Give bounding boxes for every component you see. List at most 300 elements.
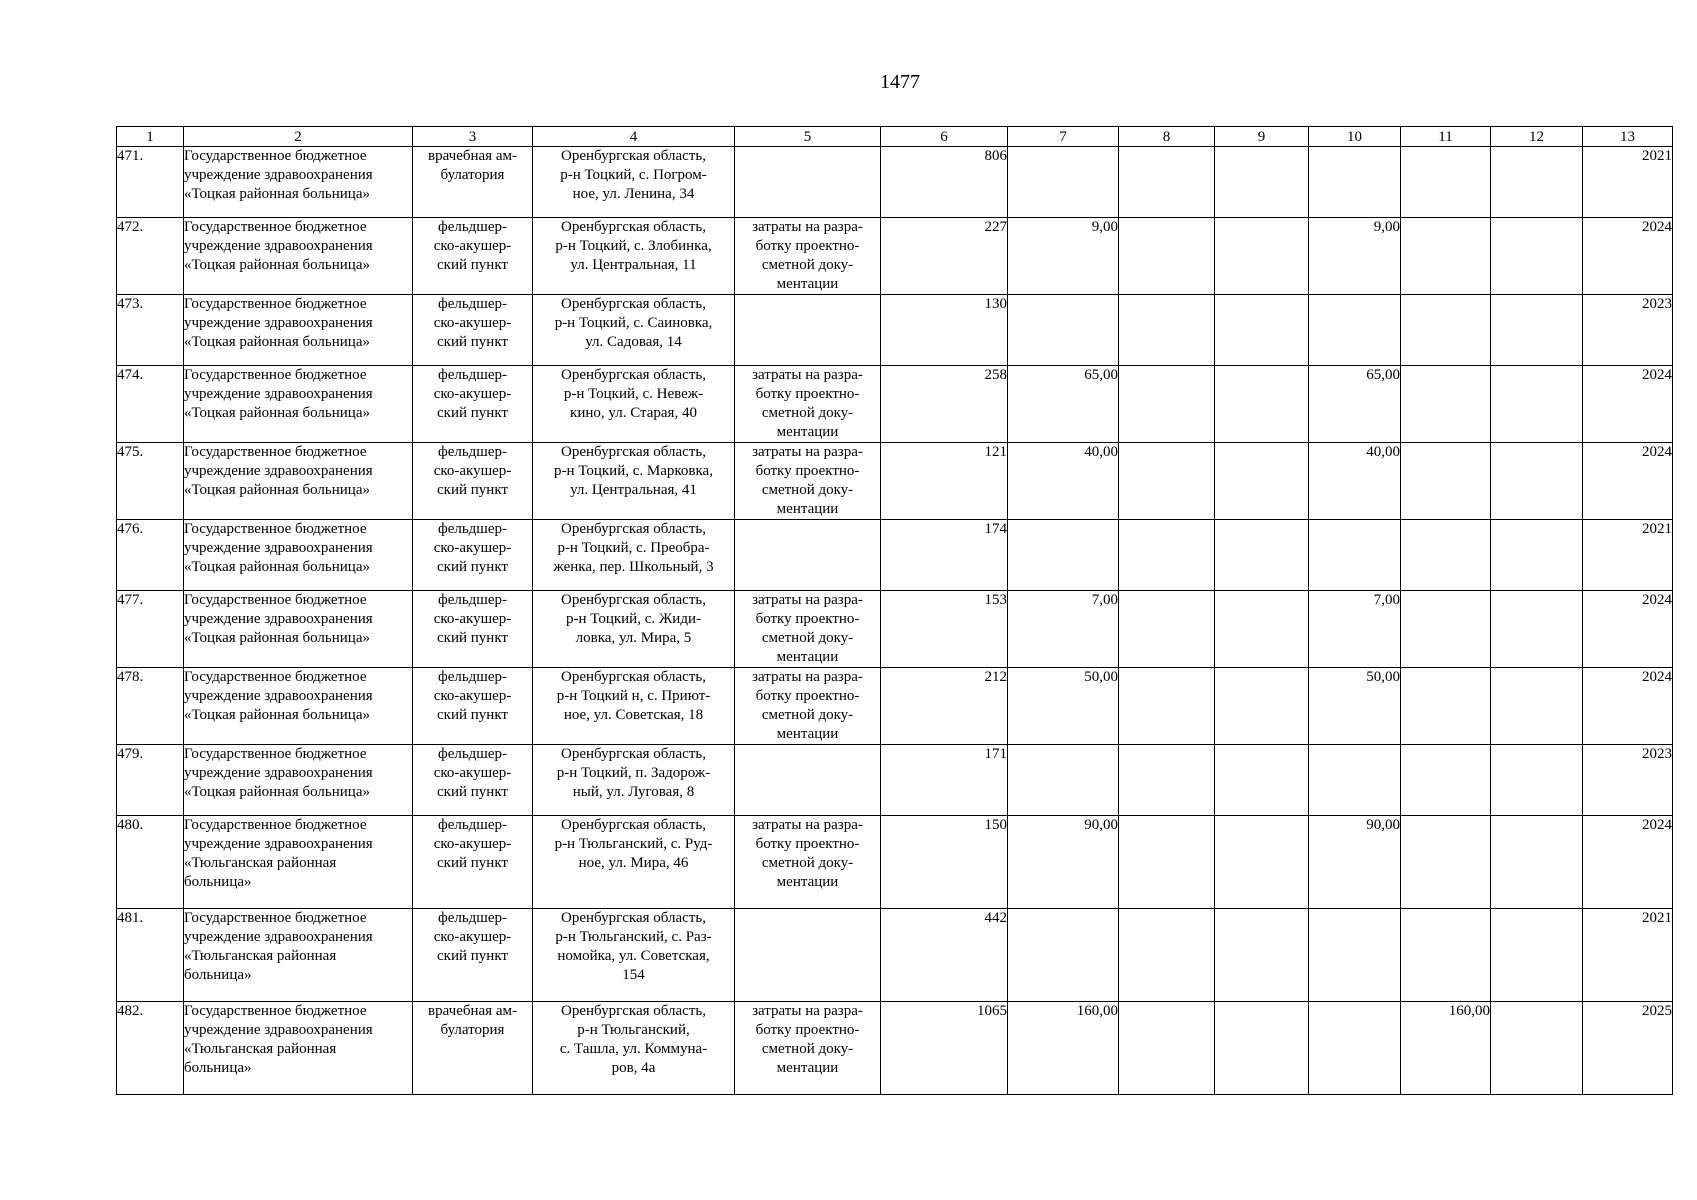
facility-address-line: ное, ул. Советская, 18: [563, 707, 704, 723]
facility-type: [413, 520, 533, 591]
value-cell-c7: [1008, 295, 1119, 366]
cost-note-line: затраты на разра-: [752, 219, 863, 235]
value-cell-c12: [1491, 520, 1583, 591]
organization-name-line: Государственное бюджетное: [184, 521, 367, 537]
facility-type-line: фельдшер-: [437, 367, 508, 383]
facility-type: [413, 591, 533, 668]
facility-type-line: ский пункт: [437, 482, 508, 498]
year-cell: 2021: [1583, 520, 1673, 591]
row-number: 481.: [117, 909, 184, 1002]
facility-address-line: ный, ул. Луговая, 8: [572, 784, 695, 800]
table-row: [117, 366, 1673, 443]
value-cell-c8: [1119, 218, 1215, 295]
value-cell-c6: 153: [881, 591, 1008, 668]
value-cell-c7: [1008, 909, 1119, 1002]
value-cell-c12: [1491, 443, 1583, 520]
row-number: 472.: [117, 218, 184, 295]
year-cell: 2024: [1583, 668, 1673, 745]
facility-address-line: р-н Тюльганский, с. Руд-: [554, 836, 713, 852]
value-cell-c8: [1119, 591, 1215, 668]
facility-address: [533, 366, 735, 443]
facility-type-line: ско-акушер-: [433, 386, 512, 402]
cost-note: [735, 366, 881, 443]
cost-note-line: ботку проектно-: [755, 1022, 860, 1038]
registry-body: [117, 147, 1673, 1095]
value-cell-c10: 65,00: [1309, 366, 1401, 443]
value-cell-c9: [1215, 366, 1309, 443]
value-cell-c9: [1215, 295, 1309, 366]
facility-address: [533, 218, 735, 295]
value-cell-c11: [1401, 147, 1491, 218]
row-number: 476.: [117, 520, 184, 591]
organization-name: [184, 668, 413, 745]
value-cell-c6: 130: [881, 295, 1008, 366]
organization-name-line: больница»: [184, 967, 252, 983]
value-cell-c11: [1401, 218, 1491, 295]
cost-note-line: ментации: [776, 424, 839, 440]
facility-address: [533, 443, 735, 520]
table-row: [117, 295, 1673, 366]
value-cell-c8: [1119, 909, 1215, 1002]
facility-address-line: ное, ул. Мира, 46: [578, 855, 689, 871]
cost-note: [735, 218, 881, 295]
facility-address-line: Оренбургская область,: [561, 746, 706, 762]
registry-table: [116, 126, 1673, 1095]
column-header: 8: [1119, 127, 1215, 147]
cost-note-line: затраты на разра-: [752, 1003, 863, 1019]
organization-name: [184, 745, 413, 816]
row-number: 475.: [117, 443, 184, 520]
organization-name-line: Государственное бюджетное: [184, 1003, 367, 1019]
facility-address-line: р-н Тоцкий, с. Жиди-: [566, 611, 701, 627]
value-cell-c10: 40,00: [1309, 443, 1401, 520]
organization-name-line: учреждение здравоохранения: [184, 386, 373, 402]
facility-type-line: ский пункт: [437, 784, 508, 800]
organization-name: [184, 295, 413, 366]
value-cell-c7: 7,00: [1008, 591, 1119, 668]
facility-address-line: ловка, ул. Мира, 5: [575, 630, 692, 646]
cost-note-line: сметной доку-: [761, 630, 854, 646]
organization-name-line: «Тоцкая районная больница»: [184, 257, 370, 273]
facility-address-line: Оренбургская область,: [561, 367, 706, 383]
column-header: 11: [1401, 127, 1491, 147]
facility-type: [413, 909, 533, 1002]
organization-name-line: Государственное бюджетное: [184, 669, 367, 685]
facility-address-line: р-н Тоцкий, с. Марковка,: [554, 463, 713, 479]
facility-address-line: Оренбургская область,: [561, 817, 706, 833]
organization-name-line: больница»: [184, 1060, 252, 1076]
value-cell-c6: 121: [881, 443, 1008, 520]
value-cell-c9: [1215, 520, 1309, 591]
facility-address: [533, 295, 735, 366]
year-cell: 2024: [1583, 443, 1673, 520]
organization-name-line: учреждение здравоохранения: [184, 1022, 373, 1038]
cost-note-line: сметной доку-: [761, 405, 854, 421]
cost-note-line: ментации: [776, 1060, 839, 1076]
organization-name-line: учреждение здравоохранения: [184, 765, 373, 781]
value-cell-c10: [1309, 909, 1401, 1002]
value-cell-c6: 212: [881, 668, 1008, 745]
organization-name: [184, 443, 413, 520]
cost-note-line: ботку проектно-: [755, 836, 860, 852]
value-cell-c9: [1215, 443, 1309, 520]
column-header: 3: [413, 127, 533, 147]
facility-type: [413, 443, 533, 520]
cost-note-line: сметной доку-: [761, 257, 854, 273]
organization-name-line: Государственное бюджетное: [184, 219, 367, 235]
facility-type-line: фельдшер-: [437, 910, 508, 926]
organization-name-line: учреждение здравоохранения: [184, 238, 373, 254]
cost-note-line: ботку проектно-: [755, 386, 860, 402]
value-cell-c8: [1119, 520, 1215, 591]
facility-type: [413, 745, 533, 816]
cost-note-line: затраты на разра-: [752, 592, 863, 608]
organization-name: [184, 366, 413, 443]
table-row: [117, 745, 1673, 816]
value-cell-c6: 258: [881, 366, 1008, 443]
facility-type-line: ско-акушер-: [433, 315, 512, 331]
value-cell-c10: [1309, 147, 1401, 218]
cost-note: [735, 909, 881, 1002]
facility-type-line: фельдшер-: [437, 746, 508, 762]
value-cell-c8: [1119, 295, 1215, 366]
value-cell-c9: [1215, 745, 1309, 816]
facility-type-line: ско-акушер-: [433, 463, 512, 479]
cost-note-line: ботку проектно-: [755, 463, 860, 479]
organization-name-line: «Тоцкая районная больница»: [184, 784, 370, 800]
value-cell-c8: [1119, 366, 1215, 443]
value-cell-c10: 90,00: [1309, 816, 1401, 909]
facility-address-line: р-н Тоцкий, с. Злобинка,: [555, 238, 712, 254]
facility-address: [533, 816, 735, 909]
row-number: 482.: [117, 1002, 184, 1095]
facility-address-line: р-н Тоцкий, с. Преобра-: [557, 540, 710, 556]
cost-note: [735, 443, 881, 520]
value-cell-c12: [1491, 816, 1583, 909]
cost-note-line: ментации: [776, 276, 839, 292]
cost-note: [735, 816, 881, 909]
column-header: 5: [735, 127, 881, 147]
cost-note-line: затраты на разра-: [752, 367, 863, 383]
facility-address: [533, 745, 735, 816]
facility-address: [533, 591, 735, 668]
value-cell-c10: 9,00: [1309, 218, 1401, 295]
organization-name-line: учреждение здравоохранения: [184, 167, 373, 183]
value-cell-c9: [1215, 147, 1309, 218]
organization-name-line: «Тоцкая районная больница»: [184, 405, 370, 421]
organization-name-line: учреждение здравоохранения: [184, 611, 373, 627]
facility-type-line: фельдшер-: [437, 444, 508, 460]
value-cell-c6: 171: [881, 745, 1008, 816]
facility-type-line: ско-акушер-: [433, 688, 512, 704]
value-cell-c6: 174: [881, 520, 1008, 591]
organization-name-line: «Тоцкая районная больница»: [184, 707, 370, 723]
table-row: [117, 591, 1673, 668]
value-cell-c11: [1401, 745, 1491, 816]
cost-note: [735, 591, 881, 668]
organization-name-line: Государственное бюджетное: [184, 296, 367, 312]
facility-type-line: ский пункт: [437, 707, 508, 723]
cost-note-line: ботку проектно-: [755, 688, 860, 704]
organization-name-line: «Тоцкая районная больница»: [184, 482, 370, 498]
facility-address-line: ное, ул. Ленина, 34: [572, 186, 695, 202]
row-number: 477.: [117, 591, 184, 668]
value-cell-c6: 442: [881, 909, 1008, 1002]
facility-address-line: 154: [622, 967, 645, 983]
organization-name: [184, 520, 413, 591]
organization-name-line: учреждение здравоохранения: [184, 688, 373, 704]
column-header: 7: [1008, 127, 1119, 147]
facility-type: [413, 218, 533, 295]
table-row: [117, 218, 1673, 295]
table-row: [117, 816, 1673, 909]
row-number: 473.: [117, 295, 184, 366]
year-cell: 2024: [1583, 218, 1673, 295]
value-cell-c9: [1215, 668, 1309, 745]
column-header: 6: [881, 127, 1008, 147]
cost-note-line: сметной доку-: [761, 855, 854, 871]
facility-type-line: фельдшер-: [437, 669, 508, 685]
facility-address-line: р-н Тоцкий, с. Саиновка,: [554, 315, 713, 331]
cost-note-line: сметной доку-: [761, 707, 854, 723]
value-cell-c10: 50,00: [1309, 668, 1401, 745]
organization-name: [184, 218, 413, 295]
facility-type-line: ско-акушер-: [433, 765, 512, 781]
value-cell-c9: [1215, 218, 1309, 295]
organization-name-line: Государственное бюджетное: [184, 746, 367, 762]
facility-type-line: фельдшер-: [437, 817, 508, 833]
year-cell: 2021: [1583, 909, 1673, 1002]
facility-type-line: фельдшер-: [437, 296, 508, 312]
value-cell-c12: [1491, 668, 1583, 745]
organization-name-line: Государственное бюджетное: [184, 444, 367, 460]
facility-type-line: врачебная ам-: [428, 1003, 517, 1019]
facility-type-line: ский пункт: [437, 855, 508, 871]
column-header: 9: [1215, 127, 1309, 147]
organization-name-line: «Тоцкая районная больница»: [184, 186, 370, 202]
facility-type-line: ско-акушер-: [433, 929, 512, 945]
facility-type-line: фельдшер-: [437, 592, 508, 608]
value-cell-c12: [1491, 366, 1583, 443]
cost-note-line: ментации: [776, 649, 839, 665]
facility-address-line: р-н Тюльганский,: [577, 1022, 690, 1038]
organization-name-line: Государственное бюджетное: [184, 910, 367, 926]
value-cell-c12: [1491, 591, 1583, 668]
facility-address-line: с. Ташла, ул. Коммуна-: [559, 1041, 708, 1057]
facility-type-line: фельдшер-: [437, 521, 508, 537]
value-cell-c12: [1491, 745, 1583, 816]
organization-name-line: «Тюльганская районная: [184, 855, 337, 871]
year-cell: 2021: [1583, 147, 1673, 218]
organization-name-line: Государственное бюджетное: [184, 592, 367, 608]
cost-note-line: сметной доку-: [761, 482, 854, 498]
facility-address-line: ул. Центральная, 11: [570, 257, 697, 273]
column-header: 4: [533, 127, 735, 147]
value-cell-c9: [1215, 1002, 1309, 1095]
facility-address: [533, 668, 735, 745]
organization-name: [184, 816, 413, 909]
year-cell: 2024: [1583, 816, 1673, 909]
column-header: 12: [1491, 127, 1583, 147]
value-cell-c7: [1008, 147, 1119, 218]
facility-address-line: женка, пер. Школьный, 3: [553, 559, 714, 575]
table-row: [117, 668, 1673, 745]
value-cell-c11: [1401, 443, 1491, 520]
value-cell-c10: [1309, 295, 1401, 366]
organization-name-line: больница»: [184, 874, 252, 890]
facility-type-line: фельдшер-: [437, 219, 508, 235]
row-number: 480.: [117, 816, 184, 909]
value-cell-c8: [1119, 668, 1215, 745]
value-cell-c8: [1119, 745, 1215, 816]
facility-address: [533, 147, 735, 218]
year-cell: 2023: [1583, 295, 1673, 366]
cost-note: [735, 147, 881, 218]
facility-address-line: Оренбургская область,: [561, 910, 706, 926]
value-cell-c7: 65,00: [1008, 366, 1119, 443]
cost-note: [735, 745, 881, 816]
organization-name: [184, 909, 413, 1002]
column-header: 10: [1309, 127, 1401, 147]
cost-note: [735, 1002, 881, 1095]
facility-type-line: ско-акушер-: [433, 540, 512, 556]
facility-address-line: Оренбургская область,: [561, 521, 706, 537]
facility-type-line: ско-акушер-: [433, 836, 512, 852]
facility-address-line: Оренбургская область,: [561, 592, 706, 608]
organization-name: [184, 591, 413, 668]
value-cell-c8: [1119, 1002, 1215, 1095]
row-number: 479.: [117, 745, 184, 816]
facility-type: [413, 295, 533, 366]
facility-type: [413, 816, 533, 909]
facility-address-line: кино, ул. Старая, 40: [570, 405, 697, 421]
facility-address-line: р-н Тюльганский, с. Раз-: [555, 929, 712, 945]
value-cell-c11: [1401, 909, 1491, 1002]
organization-name-line: учреждение здравоохранения: [184, 463, 373, 479]
value-cell-c10: [1309, 745, 1401, 816]
value-cell-c6: 227: [881, 218, 1008, 295]
facility-type-line: ский пункт: [437, 948, 508, 964]
cost-note-line: ментации: [776, 874, 839, 890]
cost-note-line: ментации: [776, 501, 839, 517]
facility-address: [533, 1002, 735, 1095]
organization-name-line: учреждение здравоохранения: [184, 929, 373, 945]
cost-note: [735, 520, 881, 591]
year-cell: 2024: [1583, 366, 1673, 443]
organization-name-line: учреждение здравоохранения: [184, 836, 373, 852]
value-cell-c6: 806: [881, 147, 1008, 218]
organization-name-line: учреждение здравоохранения: [184, 315, 373, 331]
cost-note-line: затраты на разра-: [752, 444, 863, 460]
table-row: [117, 147, 1673, 218]
facility-address-line: р-н Тоцкий, п. Задорож-: [556, 765, 711, 781]
column-number-row: [117, 127, 1673, 147]
organization-name-line: Государственное бюджетное: [184, 367, 367, 383]
value-cell-c11: [1401, 816, 1491, 909]
facility-address-line: Оренбургская область,: [561, 296, 706, 312]
organization-name-line: Государственное бюджетное: [184, 148, 367, 164]
value-cell-c11: [1401, 591, 1491, 668]
cost-note-line: затраты на разра-: [752, 669, 863, 685]
facility-address-line: р-н Тоцкий, с. Погром-: [560, 167, 707, 183]
value-cell-c11: 160,00: [1401, 1002, 1491, 1095]
facility-type-line: ский пункт: [437, 405, 508, 421]
table-row: [117, 520, 1673, 591]
value-cell-c7: 160,00: [1008, 1002, 1119, 1095]
value-cell-c12: [1491, 218, 1583, 295]
facility-address-line: р-н Тоцкий, с. Невеж-: [563, 386, 704, 402]
organization-name-line: учреждение здравоохранения: [184, 540, 373, 556]
value-cell-c9: [1215, 909, 1309, 1002]
row-number: 471.: [117, 147, 184, 218]
year-cell: 2025: [1583, 1002, 1673, 1095]
organization-name-line: «Тюльганская районная: [184, 1041, 337, 1057]
organization-name-line: «Тоцкая районная больница»: [184, 559, 370, 575]
facility-type-line: врачебная ам-: [428, 148, 517, 164]
cost-note-line: ментации: [776, 726, 839, 742]
facility-type: [413, 1002, 533, 1095]
value-cell-c6: 150: [881, 816, 1008, 909]
cost-note: [735, 295, 881, 366]
facility-address-line: ул. Садовая, 14: [585, 334, 682, 350]
value-cell-c12: [1491, 147, 1583, 218]
table-row: [117, 909, 1673, 1002]
facility-type-line: ско-акушер-: [433, 238, 512, 254]
value-cell-c9: [1215, 816, 1309, 909]
facility-address-line: Оренбургская область,: [561, 669, 706, 685]
value-cell-c11: [1401, 366, 1491, 443]
cost-note-line: затраты на разра-: [752, 817, 863, 833]
cost-note-line: сметной доку-: [761, 1041, 854, 1057]
facility-address-line: Оренбургская область,: [561, 444, 706, 460]
value-cell-c11: [1401, 295, 1491, 366]
facility-address: [533, 909, 735, 1002]
value-cell-c7: [1008, 520, 1119, 591]
value-cell-c7: 90,00: [1008, 816, 1119, 909]
cost-note-line: ботку проектно-: [755, 238, 860, 254]
value-cell-c11: [1401, 668, 1491, 745]
value-cell-c12: [1491, 1002, 1583, 1095]
value-cell-c12: [1491, 909, 1583, 1002]
facility-type: [413, 668, 533, 745]
table-row: [117, 1002, 1673, 1095]
facility-address-line: р-н Тоцкий н, с. Приют-: [556, 688, 711, 704]
column-header: 13: [1583, 127, 1673, 147]
facility-type: [413, 366, 533, 443]
facility-type-line: булатория: [440, 1022, 505, 1038]
value-cell-c10: 7,00: [1309, 591, 1401, 668]
organization-name-line: Государственное бюджетное: [184, 817, 367, 833]
facility-type-line: ско-акушер-: [433, 611, 512, 627]
facility-address: [533, 520, 735, 591]
organization-name-line: «Тюльганская районная: [184, 948, 337, 964]
facility-type-line: ский пункт: [437, 257, 508, 273]
cost-note: [735, 668, 881, 745]
organization-name-line: «Тоцкая районная больница»: [184, 630, 370, 646]
column-header: 2: [184, 127, 413, 147]
facility-type-line: ский пункт: [437, 559, 508, 575]
facility-address-line: Оренбургская область,: [561, 219, 706, 235]
value-cell-c7: 50,00: [1008, 668, 1119, 745]
year-cell: 2023: [1583, 745, 1673, 816]
table-row: [117, 443, 1673, 520]
value-cell-c12: [1491, 295, 1583, 366]
facility-type-line: булатория: [440, 167, 505, 183]
facility-address-line: ров, 4а: [611, 1060, 656, 1076]
value-cell-c7: [1008, 745, 1119, 816]
value-cell-c6: 1065: [881, 1002, 1008, 1095]
value-cell-c7: 9,00: [1008, 218, 1119, 295]
